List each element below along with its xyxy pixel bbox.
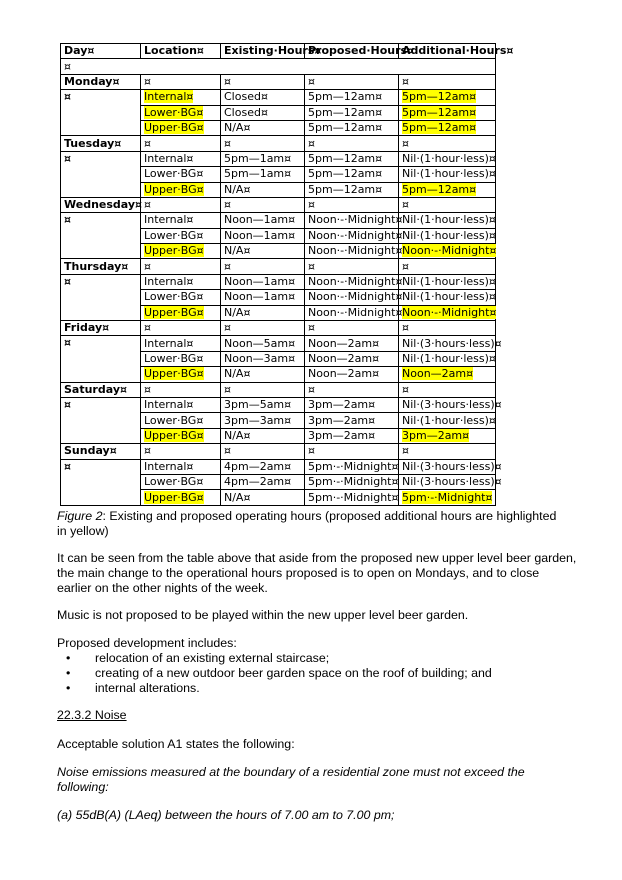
existing-hours-cell: Noon—1am¤ xyxy=(221,290,305,305)
table-header-row xyxy=(61,44,496,59)
empty-cell: ¤ xyxy=(61,90,141,136)
day-header-row xyxy=(61,136,496,151)
location-cell: Upper·BG¤ xyxy=(141,428,221,443)
day-header-row xyxy=(61,197,496,212)
empty-cell: ¤ xyxy=(141,382,221,397)
table-body xyxy=(61,59,502,505)
additional-hours-cell: Nil·(1·hour·less)¤ xyxy=(399,213,496,228)
additional-hours-cell: Nil·(3·hours·less)¤ xyxy=(399,474,496,489)
existing-hours-cell: Closed¤ xyxy=(221,90,305,105)
paragraph-acceptable-solution: Acceptable solution A1 states the following: xyxy=(57,737,295,751)
additional-hours-cell: Nil·(1·hour·less)¤ xyxy=(399,351,496,366)
location-cell: Internal¤ xyxy=(141,151,221,166)
existing-hours-cell: Noon—1am¤ xyxy=(221,228,305,243)
table-row xyxy=(61,274,496,289)
paragraph-music: Music is not proposed to be played within the new upper level beer garden. xyxy=(57,608,469,622)
day-header-row xyxy=(61,444,496,459)
table-row xyxy=(61,336,496,351)
paragraph-noise-limit: (a) 55dB(A) (LAeq) between the hours of 7.00 am to 7.00 pm; xyxy=(57,808,395,822)
proposed-hours-cell: Noon·-·Midnight¤ xyxy=(305,228,399,243)
paragraph-noise-emissions: Noise emissions measured at the boundary of a residential zone must not exceed the following: xyxy=(57,765,525,794)
existing-hours-cell: N/A¤ xyxy=(221,182,305,197)
location-cell: Lower·BG¤ xyxy=(141,105,221,120)
empty-cell: ¤ xyxy=(141,259,221,274)
empty-cell: ¤ xyxy=(141,321,221,336)
location-cell: Lower·BG¤ xyxy=(141,474,221,489)
day-header-row xyxy=(61,321,496,336)
empty-cell: ¤ xyxy=(399,197,496,212)
existing-hours-cell: N/A¤ xyxy=(221,428,305,443)
section-heading: 22.3.2 Noise xyxy=(57,708,127,722)
location-cell: Internal¤ xyxy=(141,274,221,289)
proposed-hours-cell: 5pm—12am¤ xyxy=(305,90,399,105)
empty-cell: ¤ xyxy=(221,136,305,151)
location-cell: Upper·BG¤ xyxy=(141,182,221,197)
empty-cell: ¤ xyxy=(399,444,496,459)
day-label: Friday¤ xyxy=(61,321,141,336)
empty-cell: ¤ xyxy=(399,74,496,89)
proposed-hours-cell: Noon·-·Midnight¤ xyxy=(305,274,399,289)
additional-hours-cell: Nil·(1·hour·less)¤ xyxy=(399,228,496,243)
location-cell: Internal¤ xyxy=(141,336,221,351)
empty-cell: ¤ xyxy=(141,74,221,89)
existing-hours-cell: N/A¤ xyxy=(221,490,305,505)
additional-hours-cell: Nil·(3·hours·less)¤ xyxy=(399,397,496,412)
header-existing-hours: Existing·Hours¤ xyxy=(221,44,305,59)
proposed-hours-cell: 3pm—2am¤ xyxy=(305,397,399,412)
empty-cell: ¤ xyxy=(221,382,305,397)
proposed-hours-cell: 5pm—12am¤ xyxy=(305,105,399,120)
existing-hours-cell: Closed¤ xyxy=(221,105,305,120)
empty-cell: ¤ xyxy=(305,197,399,212)
location-cell: Upper·BG¤ xyxy=(141,490,221,505)
empty-cell: ¤ xyxy=(305,321,399,336)
empty-cell: ¤ xyxy=(305,259,399,274)
additional-hours-cell: Nil·(1·hour·less)¤ xyxy=(399,274,496,289)
header-location: Location¤ xyxy=(141,44,221,59)
empty-cell: ¤ xyxy=(221,444,305,459)
existing-hours-cell: 4pm—2am¤ xyxy=(221,459,305,474)
paragraph-summary: It can be seen from the table above that aside from the proposed new upper level beer garden, the main change to the operational hours proposed is to open on Mondays, and to close earlier on the other nights of the week. xyxy=(57,551,577,595)
existing-hours-cell: 5pm—1am¤ xyxy=(221,167,305,182)
table-row xyxy=(61,151,496,166)
empty-cell: ¤ xyxy=(305,444,399,459)
proposed-hours-cell: Noon·-·Midnight¤ xyxy=(305,244,399,259)
existing-hours-cell: N/A¤ xyxy=(221,305,305,320)
location-cell: Upper·BG¤ xyxy=(141,305,221,320)
additional-hours-cell: 5pm·-·Midnight¤ xyxy=(399,490,496,505)
location-cell: Lower·BG¤ xyxy=(141,167,221,182)
day-header-row xyxy=(61,259,496,274)
bullet-icon: • xyxy=(66,681,71,695)
additional-hours-cell: 3pm—2am¤ xyxy=(399,428,496,443)
existing-hours-cell: 4pm—2am¤ xyxy=(221,474,305,489)
existing-hours-cell: Noon—3am¤ xyxy=(221,351,305,366)
location-cell: Lower·BG¤ xyxy=(141,413,221,428)
additional-hours-cell: Nil·(1·hour·less)¤ xyxy=(399,151,496,166)
bullet-icon: • xyxy=(66,651,71,665)
existing-hours-cell: N/A¤ xyxy=(221,244,305,259)
header-additional-hours: Additional·Hours¤ xyxy=(399,44,496,59)
empty-cell: ¤ xyxy=(221,259,305,274)
day-label: Tuesday¤ xyxy=(61,136,141,151)
empty-cell: ¤ xyxy=(221,74,305,89)
existing-hours-cell: Noon—1am¤ xyxy=(221,213,305,228)
empty-cell: ¤ xyxy=(399,259,496,274)
operating-hours-table xyxy=(60,43,514,506)
empty-cell: ¤ xyxy=(399,382,496,397)
location-cell: Internal¤ xyxy=(141,90,221,105)
empty-cell: ¤ xyxy=(61,459,141,505)
empty-cell: ¤ xyxy=(399,136,496,151)
empty-cell: ¤ xyxy=(305,136,399,151)
empty-cell: ¤ xyxy=(141,197,221,212)
header-day: Day¤ xyxy=(61,44,141,59)
empty-cell: ¤ xyxy=(61,274,141,320)
existing-hours-cell: N/A¤ xyxy=(221,120,305,135)
empty-cell: ¤ xyxy=(305,382,399,397)
header-proposed-hours: Proposed·Hours¤ xyxy=(305,44,399,59)
table-row xyxy=(61,459,496,474)
empty-cell: ¤ xyxy=(61,213,141,259)
day-label: Thursday¤ xyxy=(61,259,141,274)
existing-hours-cell: Noon—5am¤ xyxy=(221,336,305,351)
proposed-hours-cell: Noon—2am¤ xyxy=(305,367,399,382)
additional-hours-cell: 5pm—12am¤ xyxy=(399,120,496,135)
bullet-icon: • xyxy=(66,666,71,680)
empty-cell: ¤ xyxy=(221,197,305,212)
figure-caption xyxy=(57,509,569,539)
proposed-hours-cell: 5pm·-·Midnight¤ xyxy=(305,474,399,489)
proposed-hours-cell: 5pm—12am¤ xyxy=(305,167,399,182)
day-header-row xyxy=(61,382,496,397)
additional-hours-cell: Nil·(1·hour·less)¤ xyxy=(399,290,496,305)
location-cell: Upper·BG¤ xyxy=(141,367,221,382)
existing-hours-cell: 3pm—3am¤ xyxy=(221,413,305,428)
day-label: Monday¤ xyxy=(61,74,141,89)
empty-cell: ¤ xyxy=(141,136,221,151)
proposed-hours-cell: Noon·-·Midnight¤ xyxy=(305,305,399,320)
empty-cell: ¤ xyxy=(305,74,399,89)
additional-hours-cell: Nil·(3·hours·less)¤ xyxy=(399,459,496,474)
additional-hours-cell: Nil·(3·hours·less)¤ xyxy=(399,336,496,351)
additional-hours-cell: 5pm—12am¤ xyxy=(399,105,496,120)
additional-hours-cell: Nil·(1·hour·less)¤ xyxy=(399,413,496,428)
additional-hours-cell: 5pm—12am¤ xyxy=(399,90,496,105)
proposed-hours-cell: 3pm—2am¤ xyxy=(305,413,399,428)
location-cell: Upper·BG¤ xyxy=(141,244,221,259)
table-spacer-row xyxy=(61,59,496,74)
location-cell: Upper·BG¤ xyxy=(141,120,221,135)
location-cell: Internal¤ xyxy=(141,459,221,474)
spacer-cell: ¤ xyxy=(61,59,496,74)
proposed-hours-cell: 5pm—12am¤ xyxy=(305,182,399,197)
location-cell: Lower·BG¤ xyxy=(141,351,221,366)
empty-cell: ¤ xyxy=(399,321,496,336)
day-label: Sunday¤ xyxy=(61,444,141,459)
proposed-hours-cell: 3pm—2am¤ xyxy=(305,428,399,443)
empty-cell: ¤ xyxy=(61,336,141,382)
location-cell: Internal¤ xyxy=(141,397,221,412)
table-row xyxy=(61,90,496,105)
proposed-hours-cell: Noon·-·Midnight¤ xyxy=(305,213,399,228)
additional-hours-cell: Nil·(1·hour·less)¤ xyxy=(399,167,496,182)
empty-cell: ¤ xyxy=(61,151,141,197)
list-item: • internal alterations. xyxy=(66,681,200,695)
day-label: Saturday¤ xyxy=(61,382,141,397)
additional-hours-cell: Noon·-·Midnight¤ xyxy=(399,305,496,320)
additional-hours-cell: 5pm—12am¤ xyxy=(399,182,496,197)
existing-hours-cell: Noon—1am¤ xyxy=(221,274,305,289)
existing-hours-cell: 5pm—1am¤ xyxy=(221,151,305,166)
table-row xyxy=(61,397,496,412)
proposed-hours-cell: Noon—2am¤ xyxy=(305,351,399,366)
empty-cell: ¤ xyxy=(61,397,141,443)
location-cell: Internal¤ xyxy=(141,213,221,228)
list-item: • creating of a new outdoor beer garden space on the roof of building; and xyxy=(66,666,492,680)
development-list xyxy=(57,651,577,696)
proposed-hours-cell: Noon·-·Midnight¤ xyxy=(305,290,399,305)
day-header-row xyxy=(61,74,496,89)
paragraph-development-intro: Proposed development includes: xyxy=(57,636,237,650)
proposed-hours-cell: 5pm·-·Midnight¤ xyxy=(305,490,399,505)
table-row xyxy=(61,213,496,228)
location-cell: Lower·BG¤ xyxy=(141,228,221,243)
day-label: Wednesday¤ xyxy=(61,197,141,212)
proposed-hours-cell: 5pm—12am¤ xyxy=(305,151,399,166)
existing-hours-cell: 3pm—5am¤ xyxy=(221,397,305,412)
proposed-hours-cell: 5pm·-·Midnight¤ xyxy=(305,459,399,474)
existing-hours-cell: N/A¤ xyxy=(221,367,305,382)
empty-cell: ¤ xyxy=(141,444,221,459)
additional-hours-cell: Noon—2am¤ xyxy=(399,367,496,382)
list-item: • relocation of an existing external staircase; xyxy=(66,651,330,665)
additional-hours-cell: Noon·-·Midnight¤ xyxy=(399,244,496,259)
location-cell: Lower·BG¤ xyxy=(141,290,221,305)
figure-label: Figure 2 xyxy=(57,509,103,523)
figure-caption-text: : Existing and proposed operating hours (proposed additional hours are highlighted in yellow) xyxy=(57,509,557,538)
proposed-hours-cell: 5pm—12am¤ xyxy=(305,120,399,135)
proposed-hours-cell: Noon—2am¤ xyxy=(305,336,399,351)
empty-cell: ¤ xyxy=(221,321,305,336)
